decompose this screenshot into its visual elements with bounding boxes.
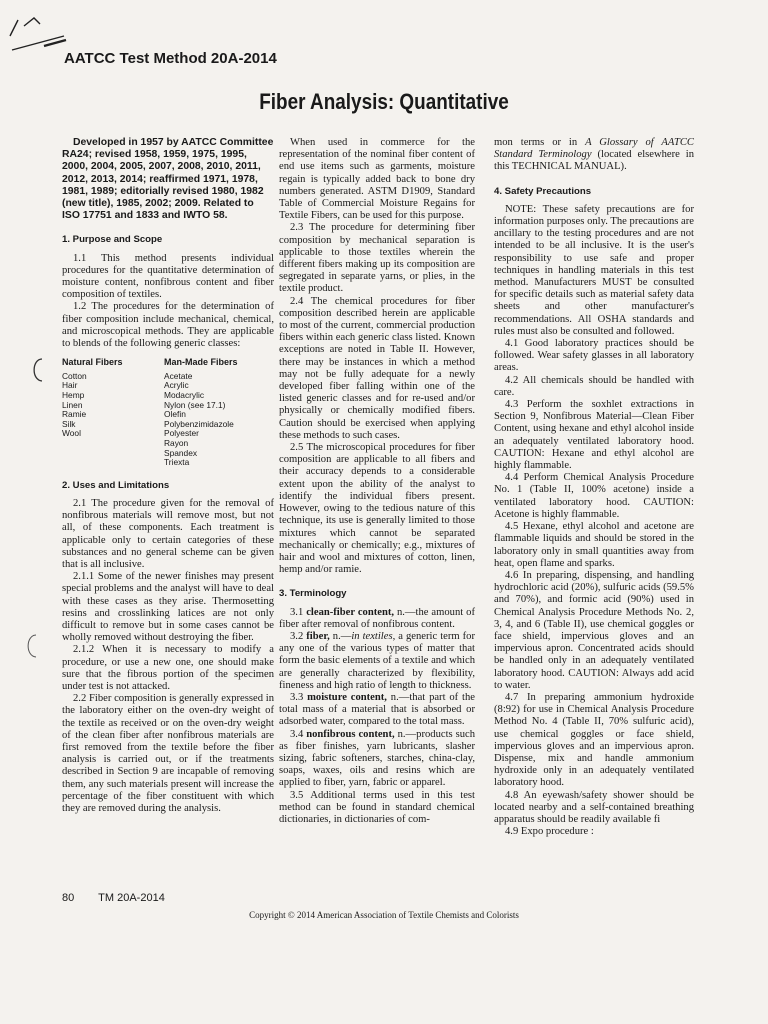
page-footer	[62, 892, 165, 904]
term-nonfibrous-content	[279, 729, 475, 790]
paragraph-2-4: 2.4 The chemical procedures for fiber composition described herein are applicable to most of the current, commercial production fibers within each generic class listed. Known exceptions are noted in Table II. However, there may be instances in which a method may not be fully adequate for a newly developed fiber falling within one of the listed generic classes and for re-used and/or physically or chemically modified fibers. Caution should be exercised when applying these methods to such cases.	[279, 295, 475, 441]
column-left	[62, 137, 274, 815]
fiber-classes-table	[62, 358, 274, 468]
paragraph-1-1: 1.1 This method presents individual procedures for the quantitative determination of moisture content, nonfibrous content and fiber composition of textiles.	[62, 252, 274, 301]
term-prefix: n.—	[332, 630, 352, 642]
fiber-item: Acetate	[164, 370, 193, 381]
paragraph-3-5-cont: mon terms or in A Glossary of AATCC Standard Terminology (located elsewhere in this TECHNICAL MANUAL).	[494, 137, 694, 173]
column-middle	[279, 137, 475, 826]
paragraph-2-1: 2.1 The procedure given for the removal of nonfibrous materials will remove most, but not all, of these components. Each treatment is applicable only to certain categories of these substances and no general scheme can be given that is all inclusive.	[62, 497, 274, 570]
punch-hole-mark	[22, 632, 40, 660]
section-heading-safety-precautions: 4. Safety Precautions	[494, 185, 592, 197]
fiber-item: Polybenzimidazole	[164, 418, 234, 429]
section-heading-terminology: 3. Terminology	[279, 588, 347, 600]
term-fiber	[279, 631, 475, 692]
test-method-header: AATCC Test Method 20A-2014	[64, 50, 277, 67]
fiber-item: Wool	[62, 428, 81, 439]
term-number: 3.2	[290, 630, 304, 642]
fiber-item: Polyester	[164, 428, 199, 439]
manmade-fibers-heading: Man-Made Fibers	[164, 357, 238, 368]
fiber-item: Linen	[62, 399, 83, 410]
term-context: in textiles,	[351, 630, 396, 642]
paragraph-4-4: 4.4 Perform Chemical Analysis Procedure No. 1 (Table II, 100% acetone) inside a ventilated laboratory hood. CAUTION: Acetone is highly flammable.	[494, 472, 694, 520]
manmade-fibers-column	[164, 358, 238, 468]
fiber-item: Cotton	[62, 370, 87, 381]
paragraph-1-2: 1.2 The procedures for the determination of fiber composition include mechanical, chemical, and microscopical methods. They are applicable to blends of the following generic classes:	[62, 301, 274, 350]
paragraph-4-9: 4.9 Expo procedure :	[505, 826, 594, 838]
natural-fibers-heading: Natural Fibers	[62, 357, 123, 368]
safety-note: NOTE: These safety precautions are for information purposes only. The precautions are ancillary to the testing procedures and are not intended to be all inclusive. It is the user's responsibility to use safe and proper techniques in handling materials in this test method. Manufacturers MUST be consulted for specific details such as material safety data sheets and other manufacturer's recommendations. All OSHA standards and rules must also be consulted and followed.	[494, 203, 694, 337]
fiber-item: Acrylic	[164, 380, 189, 391]
term-name: nonfibrous content,	[306, 728, 395, 740]
paragraph-4-1: 4.1 Good laboratory practices should be followed. Wear safety glasses in all laboratory areas.	[494, 338, 694, 374]
paragraph-3-5: 3.5 Additional terms used in this test method can be found in standard chemical dictionaries, in dictionaries of com-	[279, 789, 475, 825]
term-number: 3.1	[290, 606, 304, 618]
glossary-title: A Glossary of AATCC Standard Terminology	[494, 137, 694, 161]
term-moisture-content	[279, 692, 475, 729]
fiber-item: Ramie	[62, 409, 87, 420]
pen-scribble-mark	[4, 6, 74, 56]
column-right	[494, 137, 694, 838]
paragraph-2-1-2: 2.1.2 When it is necessary to modify a procedure, or use a new one, one should make sure that the fibrous portion of the specimen under test is not attacked.	[62, 644, 274, 693]
paragraph-4-2: 4.2 All chemicals should be handled with care.	[494, 374, 694, 398]
punch-hole-mark	[28, 356, 46, 384]
fiber-item: Olefin	[164, 409, 186, 420]
paragraph-4-3: 4.3 Perform the soxhlet extractions in Section 9, Nonfibrous Material—Clean Fiber Content, using hexane and ethyl alcohol inside an adequately ventilated laboratory hood. CAUTION: Hexane and ethyl alcohol are highly flammable.	[494, 399, 694, 472]
term-number: 3.3	[290, 691, 304, 703]
paragraph-4-5: 4.5 Hexane, ethyl alcohol and acetone are flammable liquids and should be stored in the laboratory only in small quantities away from heat, open flame and sparks.	[494, 521, 694, 569]
section-heading-uses-limitations: 2. Uses and Limitations	[62, 479, 170, 491]
footer-method: TM 20A-2014	[98, 892, 165, 904]
term-definition: a generic term for any one of the various types of matter that form the basic elements of a textile and which are generally characterized by flexibility, fineness and high ratio of length to thickness.	[279, 630, 475, 691]
paragraph-4-8: 4.8 An eyewash/safety shower should be located nearby and a self-contained breathing apparatus should be readily available fi	[494, 789, 694, 825]
fiber-item: Spandex	[164, 447, 198, 458]
term-name: clean-fiber content,	[306, 606, 395, 618]
page-number: 80	[62, 892, 75, 904]
natural-fibers-column	[62, 358, 164, 468]
paragraph-4-7: 4.7 In preparing ammonium hydroxide (8:92) for use in Chemical Analysis Procedure Method No. 4 (Table II, 70% sulfuric acid), use chemical goggles or face shield, impervious gloves and an impervious apron. Dispense, mix and handle ammonium hydroxide only in an adequately ventilated laboratory hood.	[494, 691, 694, 789]
paragraph-2-3: 2.3 The procedure for determining fiber composition by mechanical separation is applicable to those textiles wherein the different fibers making up its composition are segregated in separate yarns, or plies, in the textile product.	[279, 222, 475, 295]
development-history: Developed in 1957 by AATCC Committee RA24; revised 1958, 1959, 1975, 1995, 2000, 2004, 2005, 2007, 2008, 2010, 2011, 2012, 2013, 2014; reaffirmed 1971, 1978, 1981, 1989; editorially revised 1980, 1982 (new title), 1985, 2002; 2009. Related to ISO 17751 and 1833 and IWTO 58.	[62, 137, 274, 222]
document-title: Fiber Analysis: Quantitative	[259, 89, 509, 114]
term-name: fiber,	[306, 630, 330, 642]
section-heading-purpose-scope: 1. Purpose and Scope	[62, 234, 163, 246]
fiber-item: Hemp	[62, 390, 85, 401]
fiber-item: Nylon (see 17.1)	[164, 399, 226, 410]
copyright-notice: Copyright © 2014 American Association of Textile Chemists and Colorists	[249, 910, 519, 920]
term-clean-fiber-content	[279, 607, 475, 631]
fiber-item: Hair	[62, 380, 78, 391]
term-definition: n.—that part of the total mass of a material that is absorbed or adsorbed water, compared to the total mass.	[279, 691, 475, 728]
fiber-item: Silk	[62, 418, 76, 429]
paragraph-2-2: 2.2 Fiber composition is generally expressed in the laboratory either on the oven-dry weight of the textile as received or on the oven-dry weight of the clean fiber after nonfibrous materials are first removed from the textile before the fiber analysis is carried out, or if the treatments described in Section 9 are incapable of removing them, any such materials present will increase the percentage of the fiber constituent with which they are removed during the analysis.	[62, 693, 274, 815]
paragraph-2-1-1: 2.1.1 Some of the newer finishes may present special problems and the analyst will have to deal with these cases as they arise. Thermosetting resins and crosslinking latices are not only difficult to remove but in some cases cannot be wholly removed without destroying the fiber.	[62, 571, 274, 644]
paragraph-4-6: 4.6 In preparing, dispensing, and handling hydrochloric acid (20%), sulfuric acids (59.5% and 70%), and formic acid (90%) used in Chemical Analysis Procedure Methods No. 2, 3, 4, and 6 (Table II), use chemical goggles or face shield, impervious gloves and an impervious apron. Concentrated acids should be handled only in an adequately ventilated laboratory hood. CAUTION: Always add acid to water.	[494, 569, 694, 691]
fiber-item: Rayon	[164, 438, 189, 448]
term-definition: n.—products such as fiber finishes, yarn lubricants, slasher sizing, fabric softeners, starches, china-clay, soaps, waxes, oils and resins which are applied to fiber, yarn, fabric or apparel.	[279, 728, 476, 789]
term-definition: n.—the amount of fiber after removal of nonfibrous content.	[279, 606, 475, 630]
term-number: 3.4	[290, 728, 304, 740]
fiber-item: Modacrylic	[164, 390, 205, 401]
paragraph-2-2-cont: When used in commerce for the representation of the nominal fiber content of end use items such as garments, moisture regain is typically added back to bone dry numbers generated. ASTM D1909, Standard Table of Commercial Moisture Regains for Textile Fibers, can be used for this purpose.	[279, 137, 475, 222]
fiber-item: Triexta	[164, 457, 190, 468]
paragraph-2-5: 2.5 The microscopical procedures for fiber composition are applicable to all fibers and their accuracy depends to a considerable extent upon the ability of the analyst to identify the individual fibers present. However, owing to the tedious nature of this technique, its use is generally limited to those mixtures which cannot be separated mechanically or chemically; e.g., mixtures of hair and wool and mixtures of cotton, linen, hemp and/or ramie.	[279, 442, 475, 576]
term-name: moisture content,	[307, 691, 387, 703]
